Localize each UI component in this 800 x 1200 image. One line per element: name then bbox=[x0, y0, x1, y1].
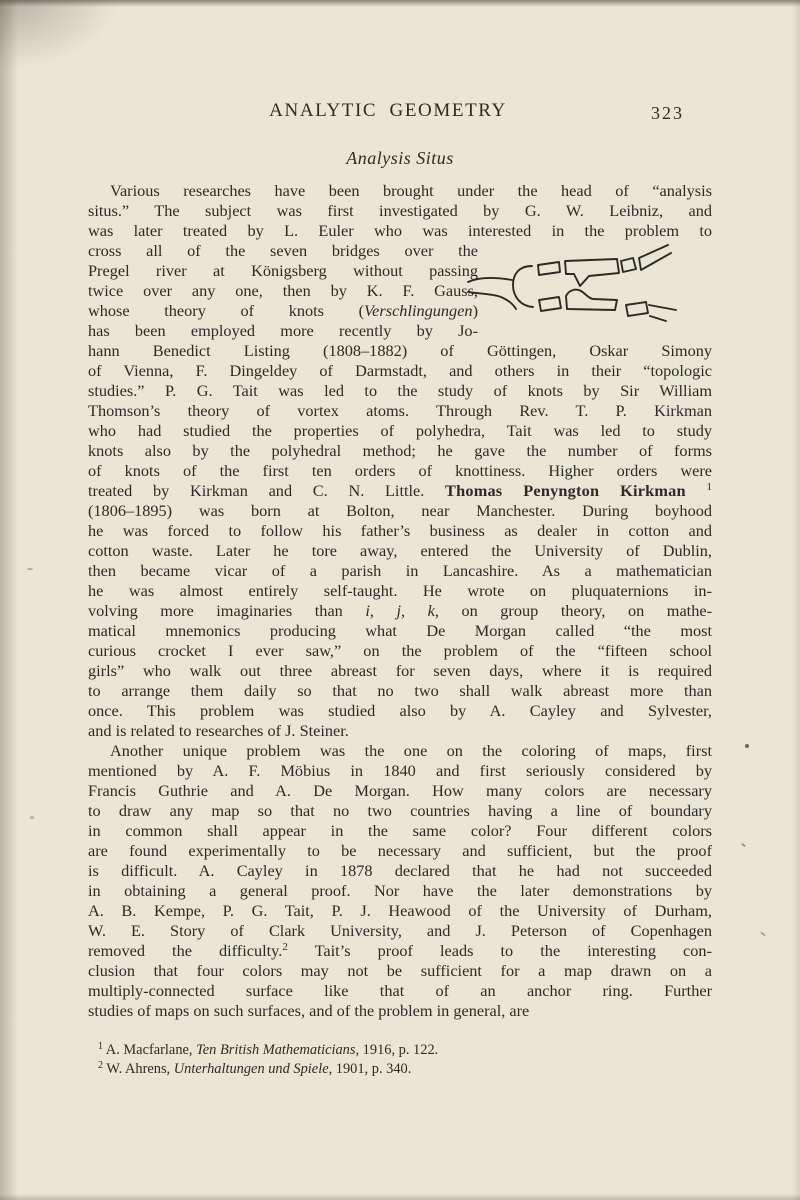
text-line: clusion that four colors may not be sufficient for a map drawn on a bbox=[88, 961, 712, 980]
paper-speck bbox=[741, 843, 746, 848]
text-line: he was forced to follow his father’s business as dealer in cotton and bbox=[88, 521, 712, 540]
page-corner-shade bbox=[0, 0, 120, 70]
running-head-title: ANALYTIC GEOMETRY bbox=[269, 100, 507, 121]
text-line: are found experimentally to be necessary and sufficient, but the proof bbox=[88, 841, 712, 860]
text-line: removed the difficulty.$^2$ Tait’s proof leads to the interesting con- bbox=[88, 941, 712, 960]
text-line: who had studied the properties of polyhedra, Tait was led to study bbox=[88, 421, 712, 440]
text-line: of knots of the first ten orders of knottiness. Higher orders were bbox=[88, 461, 712, 480]
text-line: matical mnemonics producing what De Morgan called “the most bbox=[88, 621, 712, 640]
section-heading: Analysis Situs bbox=[346, 148, 454, 168]
page-edge-bottom bbox=[0, 1194, 800, 1200]
text-line: whose theory of knots (Verschlingungen) bbox=[88, 301, 478, 320]
text-line: has been employed more recently by Jo- bbox=[88, 321, 478, 340]
text-line: of Vienna, F. Dingeldey of Darmstadt, and others in their “topologic bbox=[88, 361, 712, 380]
running-head bbox=[88, 100, 712, 122]
text-line: to draw any map so that no two countries having a line of boundary bbox=[88, 801, 712, 820]
text-line: knots also by the polyhedral method; he gave the number of forms bbox=[88, 441, 712, 460]
text-block bbox=[88, 100, 712, 1079]
koenigsberg-bridges-drawing bbox=[465, 230, 680, 342]
paper-speck bbox=[30, 816, 34, 819]
text-line: in obtaining a general proof. Nor have the later demonstrations by bbox=[88, 881, 712, 900]
text-line: multiply-connected surface like that of an anchor ring. Further bbox=[88, 981, 712, 1000]
text-line: he was almost entirely self-taught. He wrote on pluquaternions in- bbox=[88, 581, 712, 600]
page-edge-left bbox=[0, 0, 18, 1200]
text-line: to arrange them daily so that no two shall walk abreast more than bbox=[88, 681, 712, 700]
koenigsberg-bridges-figure bbox=[465, 230, 680, 342]
text-line: W. E. Story of Clark University, and J. Peterson of Copenhagen bbox=[88, 921, 712, 940]
text-line: and is related to researches of J. Steiner. bbox=[88, 721, 349, 740]
text-line: $^2$ W. Ahrens, Unterhaltungen und Spiele, 1901, p. 340. bbox=[98, 1060, 412, 1077]
text-line: studies.” P. G. Tait was led to the study of knots by Sir William bbox=[88, 381, 712, 400]
footnotes bbox=[88, 1041, 712, 1079]
text-line: in common shall appear in the same color? Four different colors bbox=[88, 821, 712, 840]
text-line: volving more imaginaries than i, j, k, on group theory, on mathe- bbox=[88, 601, 712, 620]
text-line: hann Benedict Listing (1808–1882) of Göttingen, Oskar Simony bbox=[88, 341, 712, 360]
page-number: 323 bbox=[651, 103, 684, 123]
paper-speck bbox=[760, 931, 766, 936]
text-line: curious crocket I ever saw,” on the problem of the “fifteen school bbox=[88, 641, 712, 660]
text-line: cross all of the seven bridges over the bbox=[88, 241, 478, 260]
page-edge-top bbox=[0, 0, 800, 7]
text-line: $^1$ A. Macfarlane, Ten British Mathematicians, 1916, p. 122. bbox=[98, 1041, 439, 1058]
text-line: Another unique problem was the one on the coloring of maps, first bbox=[110, 741, 712, 760]
text-line: cotton waste. Later he tore away, entered the University of Dublin, bbox=[88, 541, 712, 560]
page-edge-right bbox=[792, 0, 800, 1200]
text-line: A. B. Kempe, P. G. Tait, P. J. Heawood of the University of Durham, bbox=[88, 901, 712, 920]
body-text bbox=[88, 181, 712, 1079]
text-line: Pregel river at Königsberg without passing bbox=[88, 261, 478, 280]
text-line: situs.” The subject was first investigated by G. W. Leibniz, and bbox=[88, 201, 712, 220]
text-line: once. This problem was studied also by A. Cayley and Sylvester, bbox=[88, 701, 712, 720]
text-line: Various researches have been brought under the head of “analysis bbox=[110, 181, 712, 200]
text-line: is difficult. A. Cayley in 1878 declared that he had not succeeded bbox=[88, 861, 712, 880]
text-line: studies of maps on such surfaces, and of the problem in general, are bbox=[88, 1001, 530, 1020]
text-line: treated by Kirkman and C. N. Little. Thomas Penyngton Kirkman $^1$ bbox=[88, 481, 712, 500]
paper-speck bbox=[27, 568, 33, 570]
text-line: Francis Guthrie and A. De Morgan. How many colors are necessary bbox=[88, 781, 712, 800]
text-line: mentioned by A. F. Möbius in 1840 and first seriously considered by bbox=[88, 761, 712, 780]
text-line: Thomson’s theory of vortex atoms. Through Rev. T. P. Kirkman bbox=[88, 401, 712, 420]
text-line: (1806–1895) was born at Bolton, near Manchester. During boyhood bbox=[88, 501, 712, 520]
paper-speck bbox=[745, 744, 749, 748]
text-line: girls” who walk out three abreast for seven days, where it is required bbox=[88, 661, 712, 680]
text-line: then became vicar of a parish in Lancashire. As a mathematician bbox=[88, 561, 712, 580]
text-line: was later treated by L. Euler who was interested in the problem to bbox=[88, 221, 712, 240]
text-line: twice over any one, then by K. F. Gauss, bbox=[88, 281, 478, 300]
paragraph-2 bbox=[88, 741, 712, 1021]
